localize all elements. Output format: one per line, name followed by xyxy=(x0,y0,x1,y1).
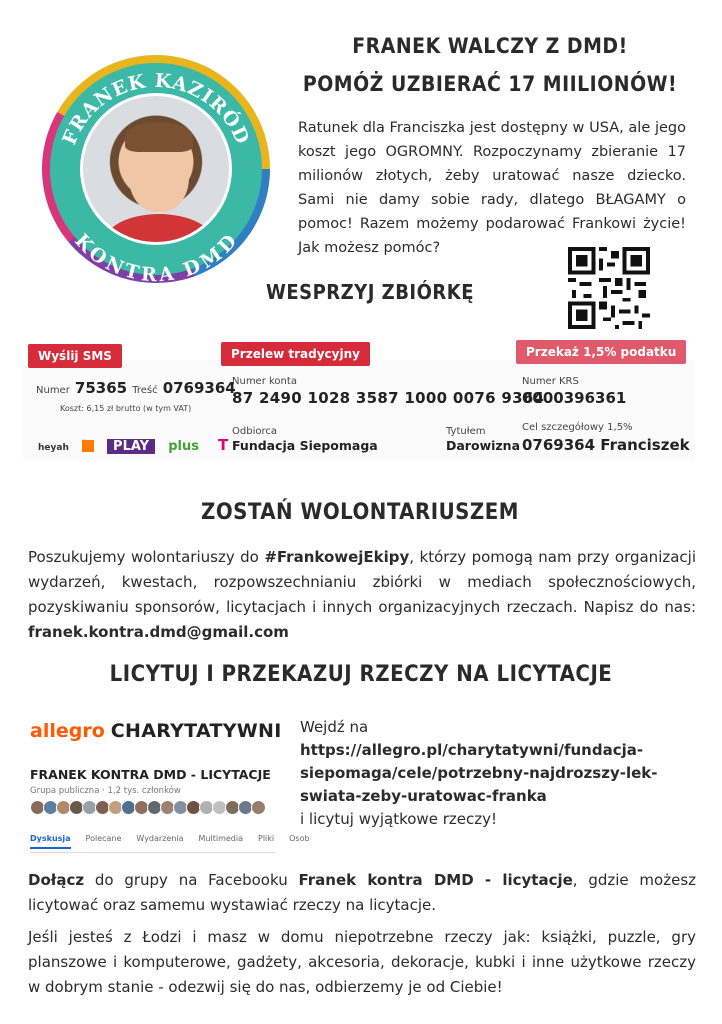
sms-tab: Wyślij SMS xyxy=(28,344,122,368)
recipient-label: Odbiorca xyxy=(232,426,277,437)
svg-text:FRANEK KAZIRÓD xyxy=(58,70,253,148)
fb-tab-files[interactable]: Pliki xyxy=(258,834,275,843)
contact-email[interactable]: franek.kontra.dmd@gmail.com xyxy=(28,623,289,641)
badge-text-ring xyxy=(42,55,270,283)
sms-number: 75365 xyxy=(74,379,128,397)
facebook-paragraph: Dołącz do grupy na Facebooku Franek kontra DMD - licytacje, gdzie możesz licytować oraz samemu wystawiać rzeczy na licytacje. xyxy=(28,871,697,914)
transfer-tab: Przelew tradycyjny xyxy=(221,342,370,366)
volunteer-heading: ZOSTAŃ WOLONTARIUSZEM xyxy=(201,500,519,525)
fb-group-name: FRANEK KONTRA DMD - LICYTACJE xyxy=(30,767,271,782)
visit-suffix: i licytuj wyjątkowe rzeczy! xyxy=(300,810,497,828)
hashtag: #FrankowejEkipy xyxy=(264,548,410,566)
fb-group-meta: Grupa publiczna · 1,2 tys. członków xyxy=(30,786,181,796)
intro-paragraph: Ratunek dla Franciszka jest dostępny w USA, ale jego koszt jego OGROMNY. Rozpoczynamy zbieranie 17 milionów złotych, żeby uratować nasze dziecko. Sami nie damy sobie rady, dlatego BŁAGAMY o pomoc! Razem możemy podarować Frankowi życie! Jak możesz pomóc? xyxy=(298,120,686,256)
krs-label: Numer KRS xyxy=(522,376,579,387)
divider xyxy=(30,852,275,853)
sms-cost: Koszt: 6,15 zł brutto (w tym VAT) xyxy=(60,404,192,413)
recipient: Fundacja Siepomaga xyxy=(232,438,378,453)
member-avatars xyxy=(30,800,275,814)
fb-tabs xyxy=(30,834,310,843)
allegro-url[interactable]: https://allegro.pl/charytatywni/fundacja-siepomaga/cele/potrzebny-najdrozszy-lek-swiata-zeby-uratowac-franka xyxy=(300,741,658,805)
fb-tab-events[interactable]: Wydarzenia xyxy=(136,834,184,843)
operator-logos xyxy=(38,435,228,454)
fb-group-link[interactable]: Franek kontra DMD - licytacje xyxy=(298,871,573,889)
fb-tab-people[interactable]: Osob xyxy=(289,834,310,843)
visit-block xyxy=(300,716,700,831)
badge-bottom-text: KONTRA DMD xyxy=(70,229,242,283)
transfer-title: Darowizna xyxy=(446,438,521,453)
sms-number-label: Numer xyxy=(36,385,70,396)
goal-value: 0769364 Franciszek xyxy=(522,436,690,454)
support-heading: WESPRZYJ ZBIÓRKĘ xyxy=(265,280,474,304)
sms-content: 0769364 xyxy=(162,379,236,397)
orange-logo: orange xyxy=(82,440,94,452)
t-mobile-logo: T xyxy=(218,436,229,454)
krs-number: 0000396361 xyxy=(522,389,627,407)
svg-text:KONTRA DMD xyxy=(70,230,242,283)
auction-heading: LICYTUJ I PRZEKAZUJ RZECZY NA LICYTACJE xyxy=(109,662,613,687)
account-number[interactable]: 87 2490 1028 3587 1000 0076 9364 xyxy=(232,389,545,407)
lodz-paragraph: Jeśli jesteś z Łodzi i masz w domu niepotrzebne rzeczy jak: książki, puzzle, gry planszowe i komputerowe, gadżety, akcesoria, dekoracje, kubki i inne użytkowe rzeczy w dobrym stanie - odezwij się do nas, odbierzemy je od Ciebie! xyxy=(28,928,696,996)
play-logo: PLAY xyxy=(107,439,155,454)
goal-label: Cel szczegółowy 1,5% xyxy=(522,422,633,433)
fb-tab-discussion[interactable]: Dyskusja xyxy=(30,834,71,849)
visit-prefix: Wejdź na xyxy=(300,718,369,736)
qr-code-icon[interactable] xyxy=(568,247,650,329)
fb-tab-media[interactable]: Multimedia xyxy=(198,834,243,843)
badge-top-text: FRANEK KAZIRÓD xyxy=(58,69,254,149)
fb-tab-featured[interactable]: Polecane xyxy=(85,834,122,843)
heyah-logo: heyah xyxy=(38,443,69,453)
sms-content-label: Treść xyxy=(132,385,158,396)
campaign-badge xyxy=(42,55,270,283)
page-subtitle: POMÓŻ UZBIERAĆ 17 MIILIONÓW! xyxy=(302,72,678,96)
sms-number-row xyxy=(36,378,236,397)
volunteer-paragraph: Poszukujemy wolontariuszy do #FrankowejEkipy, którzy pomogą nam przy organizacji wydarzeń, kwestach, rozpowszechnianiu zbiórki w mediach społecznościowych, pozyskiwaniu sponsorów, licytacjach i innych organizacyjnych rzeczach. Napisz do nas: franek.kontra.dmd@gmail.com xyxy=(28,548,697,641)
page-title: FRANEK WALCZY Z DMD! xyxy=(352,34,628,58)
account-label: Numer konta xyxy=(232,376,297,387)
tax-tab: Przekaż 1,5% podatku xyxy=(516,340,686,364)
title-label: Tytułem xyxy=(446,426,486,437)
allegro-charytatywni-logo: allegro CHARYTATYWNI xyxy=(30,720,282,742)
plus-logo: plus xyxy=(168,439,199,454)
